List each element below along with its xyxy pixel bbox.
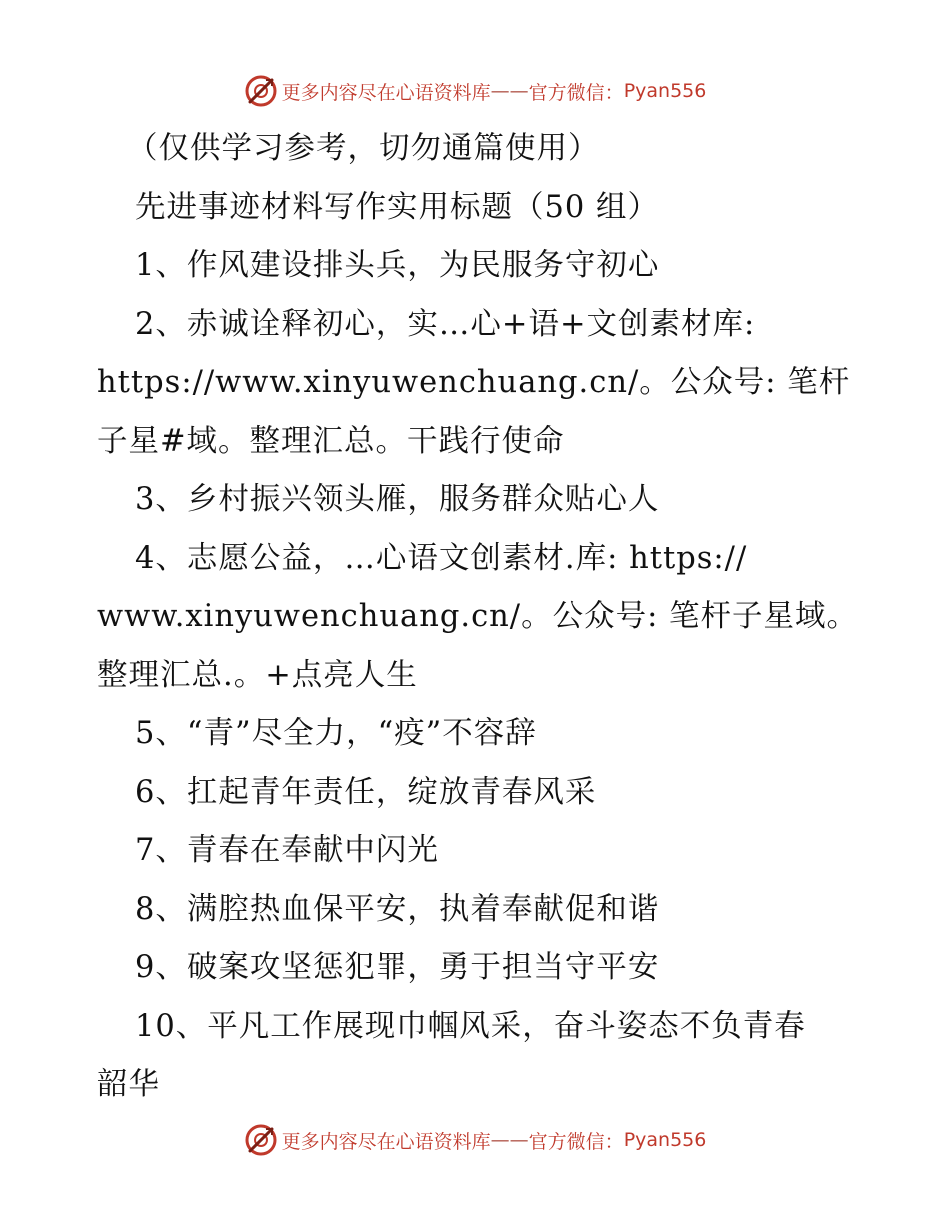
banner-wechat-id: Pyan556 [623, 1129, 707, 1151]
list-item-continuation: https://www.xinyuwenchuang.cn/。公众号: 笔杆 [97, 365, 851, 400]
list-item: 7、青春在奉献中闪光 [135, 833, 439, 868]
document-body [97, 120, 857, 1115]
banner-site-text: 更多内容尽在心语资料库 [281, 81, 491, 104]
banner-wechat-id: Pyan556 [623, 80, 707, 102]
list-item: 4、志愿公益，…心语文创素材.库: https:// [135, 540, 748, 576]
list-item: 6、扛起青年责任，绽放青春风采 [135, 774, 597, 810]
document-title: 先进事迹材料写作实用标题（50 组） [135, 189, 660, 225]
list-item-continuation: 整理汇总.。+点亮人生 [97, 657, 418, 693]
list-item: 1、作风建设排头兵，为民服务守初心 [135, 248, 660, 283]
list-item: 9、破案攻坚惩犯罪，勇于担当守平安 [135, 950, 660, 985]
list-item-continuation: 韶华 [97, 1067, 160, 1102]
list-item: 8、满腔热血保平安，执着奉献促和谐 [135, 891, 660, 927]
list-item: 3、乡村振兴领头雁，服务群众贴心人 [135, 482, 660, 517]
list-item: 10、平凡工作展现巾帼风采，奋斗姿态不负青春 [135, 1008, 806, 1044]
list-item-continuation: www.xinyuwenchuang.cn/。公众号: 笔杆子星域。 [97, 599, 859, 634]
banner-wechat-label: 官方微信： [528, 81, 624, 104]
brand-logo-icon [244, 1123, 278, 1157]
banner-site-text: 更多内容尽在心语资料库 [281, 1130, 491, 1153]
brand-logo-icon [244, 74, 278, 108]
list-item: 2、赤诚诠释初心，实…心+语+文创素材库: [135, 306, 756, 342]
footer-banner [0, 1120, 950, 1160]
banner-separator: —— [490, 80, 529, 102]
notice-line: （仅供学习参考，切勿通篇使用） [127, 131, 600, 166]
list-item: 5、“青”尽全力，“疫”不容辞 [135, 716, 537, 751]
banner-separator: —— [490, 1129, 529, 1151]
list-item-continuation: 子星#域。整理汇总。干践行使命 [97, 423, 565, 459]
header-banner [0, 71, 950, 111]
banner-wechat-label: 官方微信： [528, 1130, 624, 1153]
